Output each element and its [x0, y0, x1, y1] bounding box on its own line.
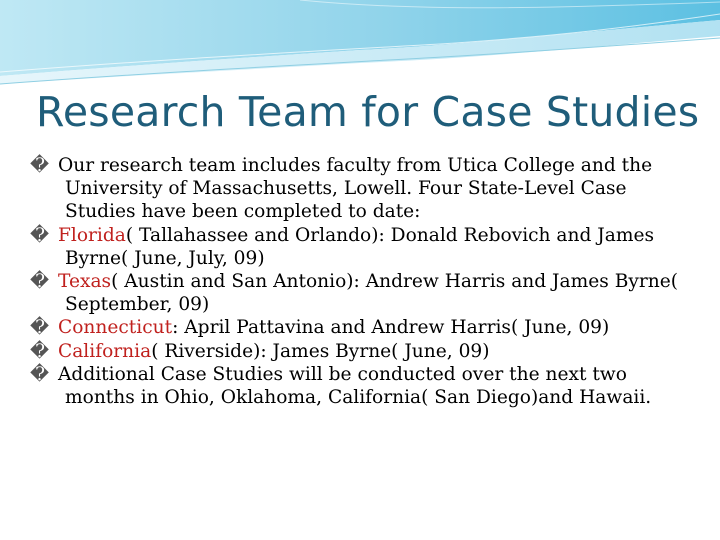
bullet-icon: � [30, 340, 50, 362]
bullet-icon: � [30, 317, 50, 339]
bullet-item-florida [30, 224, 702, 270]
decorative-wave-banner [0, 0, 720, 90]
bullet-text: ( Austin and San Antonio): Andrew Harris and James Byrne( September, 09) [65, 271, 678, 316]
state-name-florida: Florida [58, 224, 126, 246]
bullet-text: Our research team includes faculty from Utica College and the University of Massachusetts, Lowell. Four State-Level Case Studies have been completed to date: [58, 155, 653, 223]
state-name-california: California [58, 340, 152, 362]
bullet-text: ( Riverside): James Byrne( June, 09) [151, 340, 490, 362]
bullet-icon: � [30, 155, 50, 176]
bullet-item-additional [30, 363, 702, 409]
bullet-text: ( Tallahassee and Orlando): Donald Rebovich and James Byrne( June, July, 09) [65, 224, 655, 269]
state-name-texas: Texas [58, 271, 112, 293]
bullet-item-california [30, 340, 702, 363]
state-name-connecticut: Connecticut [58, 317, 173, 339]
bullet-list [30, 154, 702, 409]
bullet-item-connecticut [30, 316, 702, 339]
bullet-item-texas [30, 270, 702, 316]
bullet-text: : April Pattavina and Andrew Harris( June, 09) [172, 317, 610, 339]
bullet-item-intro [30, 154, 702, 224]
bullet-icon: � [30, 363, 50, 385]
bullet-icon: � [30, 271, 50, 293]
bullet-icon: � [30, 224, 50, 246]
bullet-text: Additional Case Studies will be conducted over the next two months in Ohio, Oklahoma, California( San Diego)and Hawaii. [58, 363, 652, 409]
slide-title: Research Team for Case Studies [36, 88, 700, 136]
